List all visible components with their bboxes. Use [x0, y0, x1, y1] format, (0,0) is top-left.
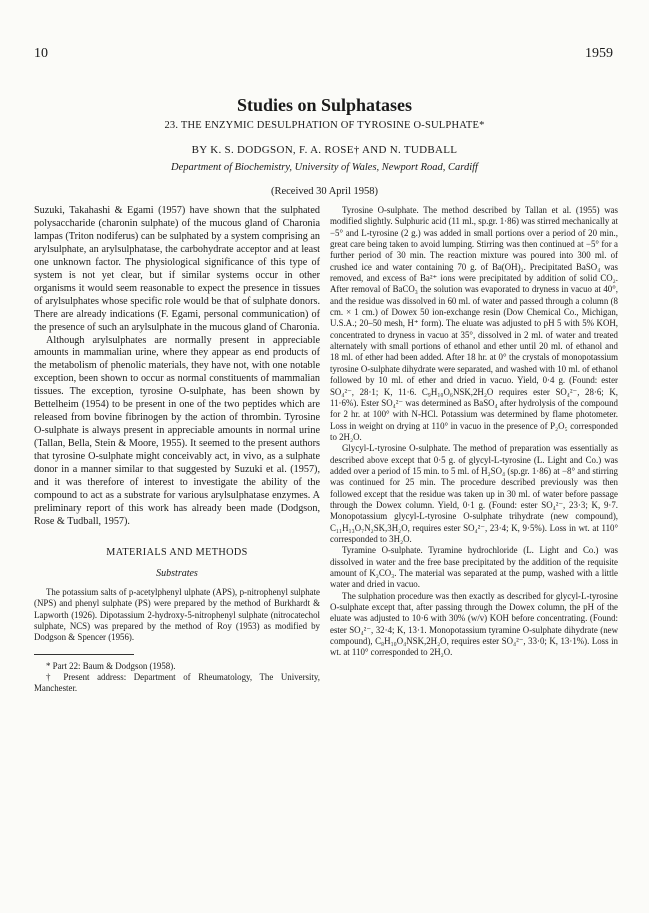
paragraph-tyrosine-sulphate: Tyrosine O-sulphate. The method described by Tallan et al. (1955) was modified slightly. Sulphuric acid (11 ml., sp.gr. 1·86) was stirred mechanically at −5° and L-tyrosine (2 g.) was added in small portions over a period of 20 min., great care being taken to avoid lumping. Stirring was then continued at −5° for a further period of 30 min. The reaction mixture was poured into 300 ml. of crushed ice and water containing 70 g. of Ba(OH)₂. Precipitated BaSO₄ was removed, and excess of Ba²⁺ ions were precipitated by addition of solid CO₂. After removal of BaCO₃ the solution was evaporated to dryness in vacuo at 40°, and the residue was dissolved in 60 ml. of water and passed through a column (8 cm. × 1 cm.) of Dowex 50 ion-exchange resin (Dow Chemical Co., Michigan, U.S.A.; 20–50 mesh, H⁺ form). The eluate was adjusted to pH 5 with 5% KOH, concentrated to dryness in vacuo at 35°, dissolved in 2 ml. of water and treated alternately with small portions of ethanol and ether until 20 ml. of ethanol and 18 ml. of ether had been added. After 18 hr. at 0° the crystals of monopotassium tyrosine O-sulphate dihydrate were separated, and washed with 10 ml. of ethanol followed by 10 ml. of ether and dried in vacuo. Yield, 0·4 g. (Found: ester SO₄²⁻, 28·1; K, 11·6. C₉H₁₀O₆NSK,2H₂O requires ester SO₄²⁻, 28·6; K, 11·6%). Ester SO₄²⁻ was determined as BaSO₄ after hydrolysis of the compound for 2 hr. at 100° with N-HCl. Potassium was determined by flame photometer. Loss in weight on drying at 110° in vacuo in the presence of P₂O₅ corresponded to 2H₂O. [330, 205, 618, 442]
footnote: † Present address: Department of Rheumatology, The University, Manchester. [34, 671, 320, 693]
page-number: 10 [34, 46, 48, 61]
author-affiliation: Department of Biochemistry, University of Wales, Newport Road, Cardiff [171, 162, 478, 173]
footnote-divider [34, 654, 134, 655]
subsection-heading: Substrates [156, 567, 198, 579]
article-subtitle: 23. THE ENZYMIC DESULPHATION OF TYROSINE O-SULPHATE* [164, 120, 485, 131]
paragraph-sulphation: The sulphation procedure was then exactly as described for glycyl-L-tyrosine O-sulphate except that, after passing through the Dowex column, the pH of the eluate was adjusted to 10·6 with 30% (w/v) KOH before concentrating. (Found: ester SO₄²⁻, 32·4; K, 13·1. Monopotassium tyramine O-sulphate dihydrate (new compound), C₈H₁₀O₄NSK,2H₂O, requires ester SO₄²⁻, 33·0; K, 13·1%). Loss in wt. at 110° corresponded to 2H₂O. [330, 590, 618, 658]
paragraph-tyramine: Tyramine O-sulphate. Tyramine hydrochloride (L. Light and Co.) was dissolved in water and the free base precipitated by the addition of the requisite amount of K₂CO₃. The material was separated at the pump, washed with a little water and dried in vacuo. [330, 545, 618, 590]
article-title: Studies on Sulphatases [236, 95, 413, 115]
paragraph-substrates: The potassium salts of p-acetylphenyl ulphate (APS), p-nitrophenyl sulphate (NPS) and phenyl sulphate (PS) were prepared by the method of Burkhardt & Lapworth (1926). Dipotassium 2-hydroxy-5-nitrophenyl sulphate (nitrocatechol sulphate, NCS) was prepared by the method of Roy (1953) as modified by Dodgson & Spencer (1956). [34, 586, 320, 643]
journal-year: 1959 [585, 46, 613, 61]
paragraph-intro: Suzuki, Takahashi & Egami (1957) have shown that the sulphated polysaccharide (charonin sulphate) of the mucous gland of Charonia lampas (Triton nodiferus) can be sulphated by a system comprising an arylsulphate, an arylsulphatase, the carbohydrate acceptor and at least one unknown factor. The physiological significance of this type of system is not yet clear, but if similar systems occur in other organisms it would seem reasonable to expect the presence in tissues of arylsulphates whose specific role would be that of sulphate donors. There are already indications (F. Egami, personal communication) of the presence of such an arylsulphate in the mucous gland of Charonia. [34, 205, 320, 333]
section-heading: MATERIALS AND METHODS [106, 546, 248, 558]
paragraph-glycyl-tyrosine: Glycyl-L-tyrosine O-sulphate. The method of preparation was essentially as described above except that 0·5 g. of glycyl-L-tyrosine (L. Light and Co.) was added over a period of 15 min. to 5 ml. of H₂SO₄ (sp.gr. 1·86) at −8° and stirring was continued for 25 min. The procedure described previously was then followed except that the residue was taken up in 30 ml. of water before passage through the Dowex column. Yield, 0·1 g. (Found: ester SO₄²⁻, 23·3; K, 9·7. Monopotassium glycyl-L-tyrosine O-sulphate trihydrate (new compound), C₁₁H₁₃O₇N₂SK,3H₂O, requires ester SO₄²⁻, 23·4; K, 9·5%). Loss in wt. at 110° corresponded to 3H₂O. [330, 443, 618, 544]
paragraph-arylsulphates: Although arylsulphates are normally present in appreciable amounts in mammalian urine, where they appear as end products of the metabolism of phenolic materials, they have not, with one notable exception, been shown to occur as normal constituents of mammalian tissues. The exception, tyrosine O-sulphate, has been shown by Bettelheim (1954) to be present in one of the two peptides which are released from bovine fibrinogen by the action of thrombin. Tyrosine O-sulphate is always present in appreciable amounts in normal urine (Tallan, Bella, Stein & Moore, 1955). It seemed to the present authors that tyrosine O-sulphate might conceivably act, in vivo, as a sulphate donor in a manner similar to that suggested by Suzuki et al. (1957), and it was therefore of interest to investigate the ability of the compound to act as a substrate for various arylsulphatase enzymes. A preliminary report of this work has already been made (Dodgson, Rose & Tudball, 1957). [34, 334, 320, 527]
left-column [34, 205, 320, 694]
article-authors: BY K. S. DODGSON, F. A. ROSE† AND N. TUDBALL [191, 144, 458, 156]
footnote: * Part 22: Baum & Dodgson (1958). [46, 660, 176, 671]
received-date: (Received 30 April 1958) [270, 186, 378, 197]
right-column [330, 205, 618, 659]
